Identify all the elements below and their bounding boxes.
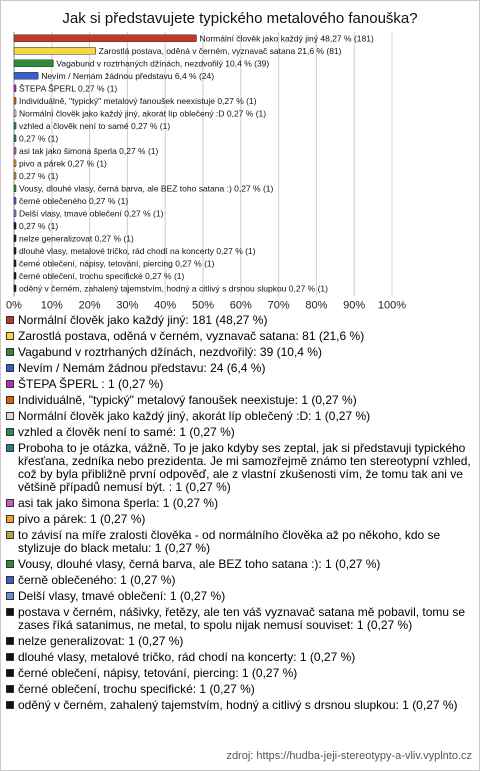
legend-item bbox=[6, 410, 474, 423]
legend-item bbox=[6, 314, 474, 327]
bar-label: Nevím / Nemám žádnou představu 6,4 % (24) bbox=[41, 70, 215, 81]
bar bbox=[14, 260, 16, 267]
legend-label: černě oblečeného: 1 (0,27 %) bbox=[18, 573, 176, 587]
legend-label: černé oblečení, trochu specifické: 1 (0,27 %) bbox=[18, 682, 255, 696]
bar-label: Delší vlasy, tmavé oblečení 0,27 % (1) bbox=[19, 208, 164, 219]
legend-swatch bbox=[6, 560, 14, 568]
legend-swatch bbox=[6, 428, 14, 436]
bar bbox=[14, 185, 16, 192]
legend-label: ŠTEPA ŠPERL : 1 (0,27 %) bbox=[18, 377, 164, 391]
legend-item bbox=[6, 667, 474, 680]
legend-swatch bbox=[6, 380, 14, 388]
legend-swatch bbox=[6, 348, 14, 356]
legend-label: Zarostlá postava, oděná v černém, vyznavač satana: 81 (21,6 %) bbox=[18, 329, 365, 343]
legend-label: Individuálně, "typický" metalový fanoušek neexistuje: 1 (0,27 %) bbox=[18, 393, 357, 407]
legend-label: vzhled a člověk není to samé: 1 (0,27 %) bbox=[18, 425, 235, 439]
legend-item bbox=[6, 513, 474, 526]
legend-label: Delší vlasy, tmavé oblečení: 1 (0,27 %) bbox=[18, 589, 226, 603]
bar-label: Vagabund v roztrhaných džínách, nezdvořilý 10,4 % (39) bbox=[56, 58, 270, 69]
legend-item bbox=[6, 529, 474, 555]
source-link[interactable]: zdroj: https://hudba-jeji-stereotypy-a-vliv.vyplnto.cz bbox=[226, 750, 472, 762]
bar-label: černé oblečení, nápisy, tetování, piercing 0,27 % (1) bbox=[19, 258, 215, 269]
x-tick-label: 0% bbox=[6, 299, 22, 312]
legend-item bbox=[6, 590, 474, 603]
chart-legend bbox=[6, 314, 474, 715]
legend-swatch bbox=[6, 685, 14, 693]
bar bbox=[14, 172, 16, 179]
legend-label: Normální člověk jako každý jiný: 181 (48,27 %) bbox=[18, 313, 268, 327]
legend-item bbox=[6, 558, 474, 571]
bar bbox=[14, 247, 16, 254]
legend-item bbox=[6, 683, 474, 696]
bar bbox=[14, 97, 16, 104]
bar bbox=[14, 285, 16, 292]
bar bbox=[14, 272, 16, 279]
bar-label: nelze generalizovat 0,27 % (1) bbox=[19, 233, 134, 244]
legend-label: pivo a párek: 1 (0,27 %) bbox=[18, 512, 146, 526]
bar-label: vzhled a člověk není to samé 0,27 % (1) bbox=[19, 120, 171, 131]
bar-label: dlouhé vlasy, metalové tričko, rád chodí na koncerty 0,27 % (1) bbox=[19, 245, 256, 256]
bar bbox=[14, 197, 16, 204]
bar-label: 0,27 % (1) bbox=[19, 133, 59, 144]
bar-label: pivo a párek 0,27 % (1) bbox=[19, 158, 107, 169]
legend-swatch bbox=[6, 316, 14, 324]
legend-swatch bbox=[6, 608, 14, 616]
bar-label: oděný v černém, zahalený tajemstvím, hodný a citlivý s drsnou slupkou 0,27 % (1) bbox=[19, 283, 328, 294]
legend-item bbox=[6, 362, 474, 375]
x-tick-label: 100% bbox=[377, 299, 407, 312]
bar-label: Normální člověk jako každý jiný, akorát líp oblečený :D 0,27 % (1) bbox=[19, 108, 267, 119]
legend-swatch bbox=[6, 332, 14, 340]
legend-item bbox=[6, 426, 474, 439]
legend-item bbox=[6, 699, 474, 712]
bar bbox=[14, 60, 53, 67]
legend-swatch bbox=[6, 499, 14, 507]
legend-label: oděný v černém, zahalený tajemstvím, hodný a citlivý s drsnou slupkou: 1 (0,27 %) bbox=[18, 698, 458, 712]
x-tick-label: 50% bbox=[191, 299, 215, 312]
legend-swatch bbox=[6, 669, 14, 677]
bar bbox=[14, 35, 196, 42]
bar bbox=[14, 47, 96, 54]
bar bbox=[14, 135, 16, 142]
bar-label: černé oblečeného 0,27 % (1) bbox=[19, 195, 129, 206]
legend-swatch bbox=[6, 576, 14, 584]
chart-svg bbox=[0, 30, 480, 320]
bar-label: Vousy, dlouhé vlasy, černá barva, ale BEZ toho satana :) 0,27 % (1) bbox=[19, 183, 274, 194]
legend-item bbox=[6, 346, 474, 359]
x-tick-label: 10% bbox=[40, 299, 63, 312]
bar bbox=[14, 160, 16, 167]
legend-swatch bbox=[6, 637, 14, 645]
bar bbox=[14, 210, 16, 217]
legend-label: dlouhé vlasy, metalové tričko, rád chodí na koncerty: 1 (0,27 %) bbox=[18, 650, 356, 664]
legend-label: nelze generalizovat: 1 (0,27 %) bbox=[18, 634, 184, 648]
bar bbox=[14, 72, 38, 79]
bar-label: Normální člověk jako každý jiný 48,27 % (181) bbox=[199, 33, 374, 44]
legend-label: Proboha to je otázka, vážně. To je jako kdyby ses zeptal, jak si představuji typického křesťana, zedníka nebo prezidenta. Je mi samozřejmě známo ten stereotypní vzhled, což by byla přibližně první odpověď, ale z vlastní zkušenosti vím, že tomu tak ani ve většině případů nemusí být. : 1 (0,27 %) bbox=[18, 441, 471, 494]
bar-label: 0,27 % (1) bbox=[19, 170, 59, 181]
legend-item bbox=[6, 378, 474, 391]
legend-item bbox=[6, 497, 474, 510]
bar-label: asi tak jako šimona šperla 0,27 % (1) bbox=[19, 145, 159, 156]
legend-item bbox=[6, 330, 474, 343]
bar-label: 0,27 % (1) bbox=[19, 220, 59, 231]
bar-label: Zarostlá postava, oděná v černém, vyznavač satana 21,6 % (81) bbox=[98, 45, 342, 56]
legend-label: Nevím / Nemám žádnou představu: 24 (6,4 %) bbox=[18, 361, 266, 375]
legend-item bbox=[6, 442, 474, 494]
legend-label: Vousy, dlouhé vlasy, černá barva, ale BEZ toho satana :): 1 (0,27 %) bbox=[18, 557, 381, 571]
legend-label: asi tak jako šimona šperla: 1 (0,27 %) bbox=[18, 496, 219, 510]
chart-title: Jak si představujete typického metalového fanouška? bbox=[62, 10, 418, 27]
x-tick-label: 30% bbox=[116, 299, 139, 312]
legend-item bbox=[6, 651, 474, 664]
legend-label: postava v černém, nášivky, řetězy, ale ten váš vyznavač satana mě pobavil, tomu se zases říká satanimus, ne metal, to spolu nijak nemusí souviset: 1 (0,27 %) bbox=[18, 605, 466, 632]
legend-item bbox=[6, 574, 474, 587]
legend-item bbox=[6, 606, 474, 632]
bar bbox=[14, 110, 16, 117]
x-tick-label: 60% bbox=[229, 299, 252, 312]
legend-swatch bbox=[6, 701, 14, 709]
bar bbox=[14, 147, 16, 154]
bar bbox=[14, 85, 16, 92]
x-tick-label: 20% bbox=[78, 299, 101, 312]
legend-item bbox=[6, 394, 474, 407]
legend-swatch bbox=[6, 592, 14, 600]
legend-swatch bbox=[6, 396, 14, 404]
legend-swatch bbox=[6, 364, 14, 372]
x-tick-label: 80% bbox=[305, 299, 328, 312]
bar bbox=[14, 222, 16, 229]
legend-swatch bbox=[6, 531, 14, 539]
legend-label: Normální člověk jako každý jiný, akorát líp oblečený :D: 1 (0,27 %) bbox=[18, 409, 371, 423]
legend-label: Vagabund v roztrhaných džínách, nezdvořilý: 39 (10,4 %) bbox=[18, 345, 322, 359]
bar-label: Individuálně, "typický" metalový fanoušek neexistuje 0,27 % (1) bbox=[19, 95, 257, 106]
bar-label: černé oblečení, trochu specifické 0,27 % (1) bbox=[19, 270, 185, 281]
chart-plot bbox=[0, 30, 480, 320]
legend-swatch bbox=[6, 515, 14, 523]
legend-swatch bbox=[6, 444, 14, 452]
x-tick-label: 40% bbox=[154, 299, 177, 312]
legend-item bbox=[6, 635, 474, 648]
legend-label: černé oblečení, nápisy, tetování, piercing: 1 (0,27 %) bbox=[18, 666, 298, 680]
x-tick-label: 90% bbox=[343, 299, 366, 312]
bar-label: ŠTEPA ŠPERL 0,27 % (1) bbox=[19, 83, 118, 94]
legend-label: to závisí na míře zralosti člověka - od normálního člověka až po někoho, kdo se stylizuje do black metalu: 1 (0,27 %) bbox=[18, 528, 441, 555]
bar bbox=[14, 235, 16, 242]
legend-swatch bbox=[6, 412, 14, 420]
x-tick-label: 70% bbox=[267, 299, 290, 312]
legend-swatch bbox=[6, 653, 14, 661]
bar bbox=[14, 122, 16, 129]
